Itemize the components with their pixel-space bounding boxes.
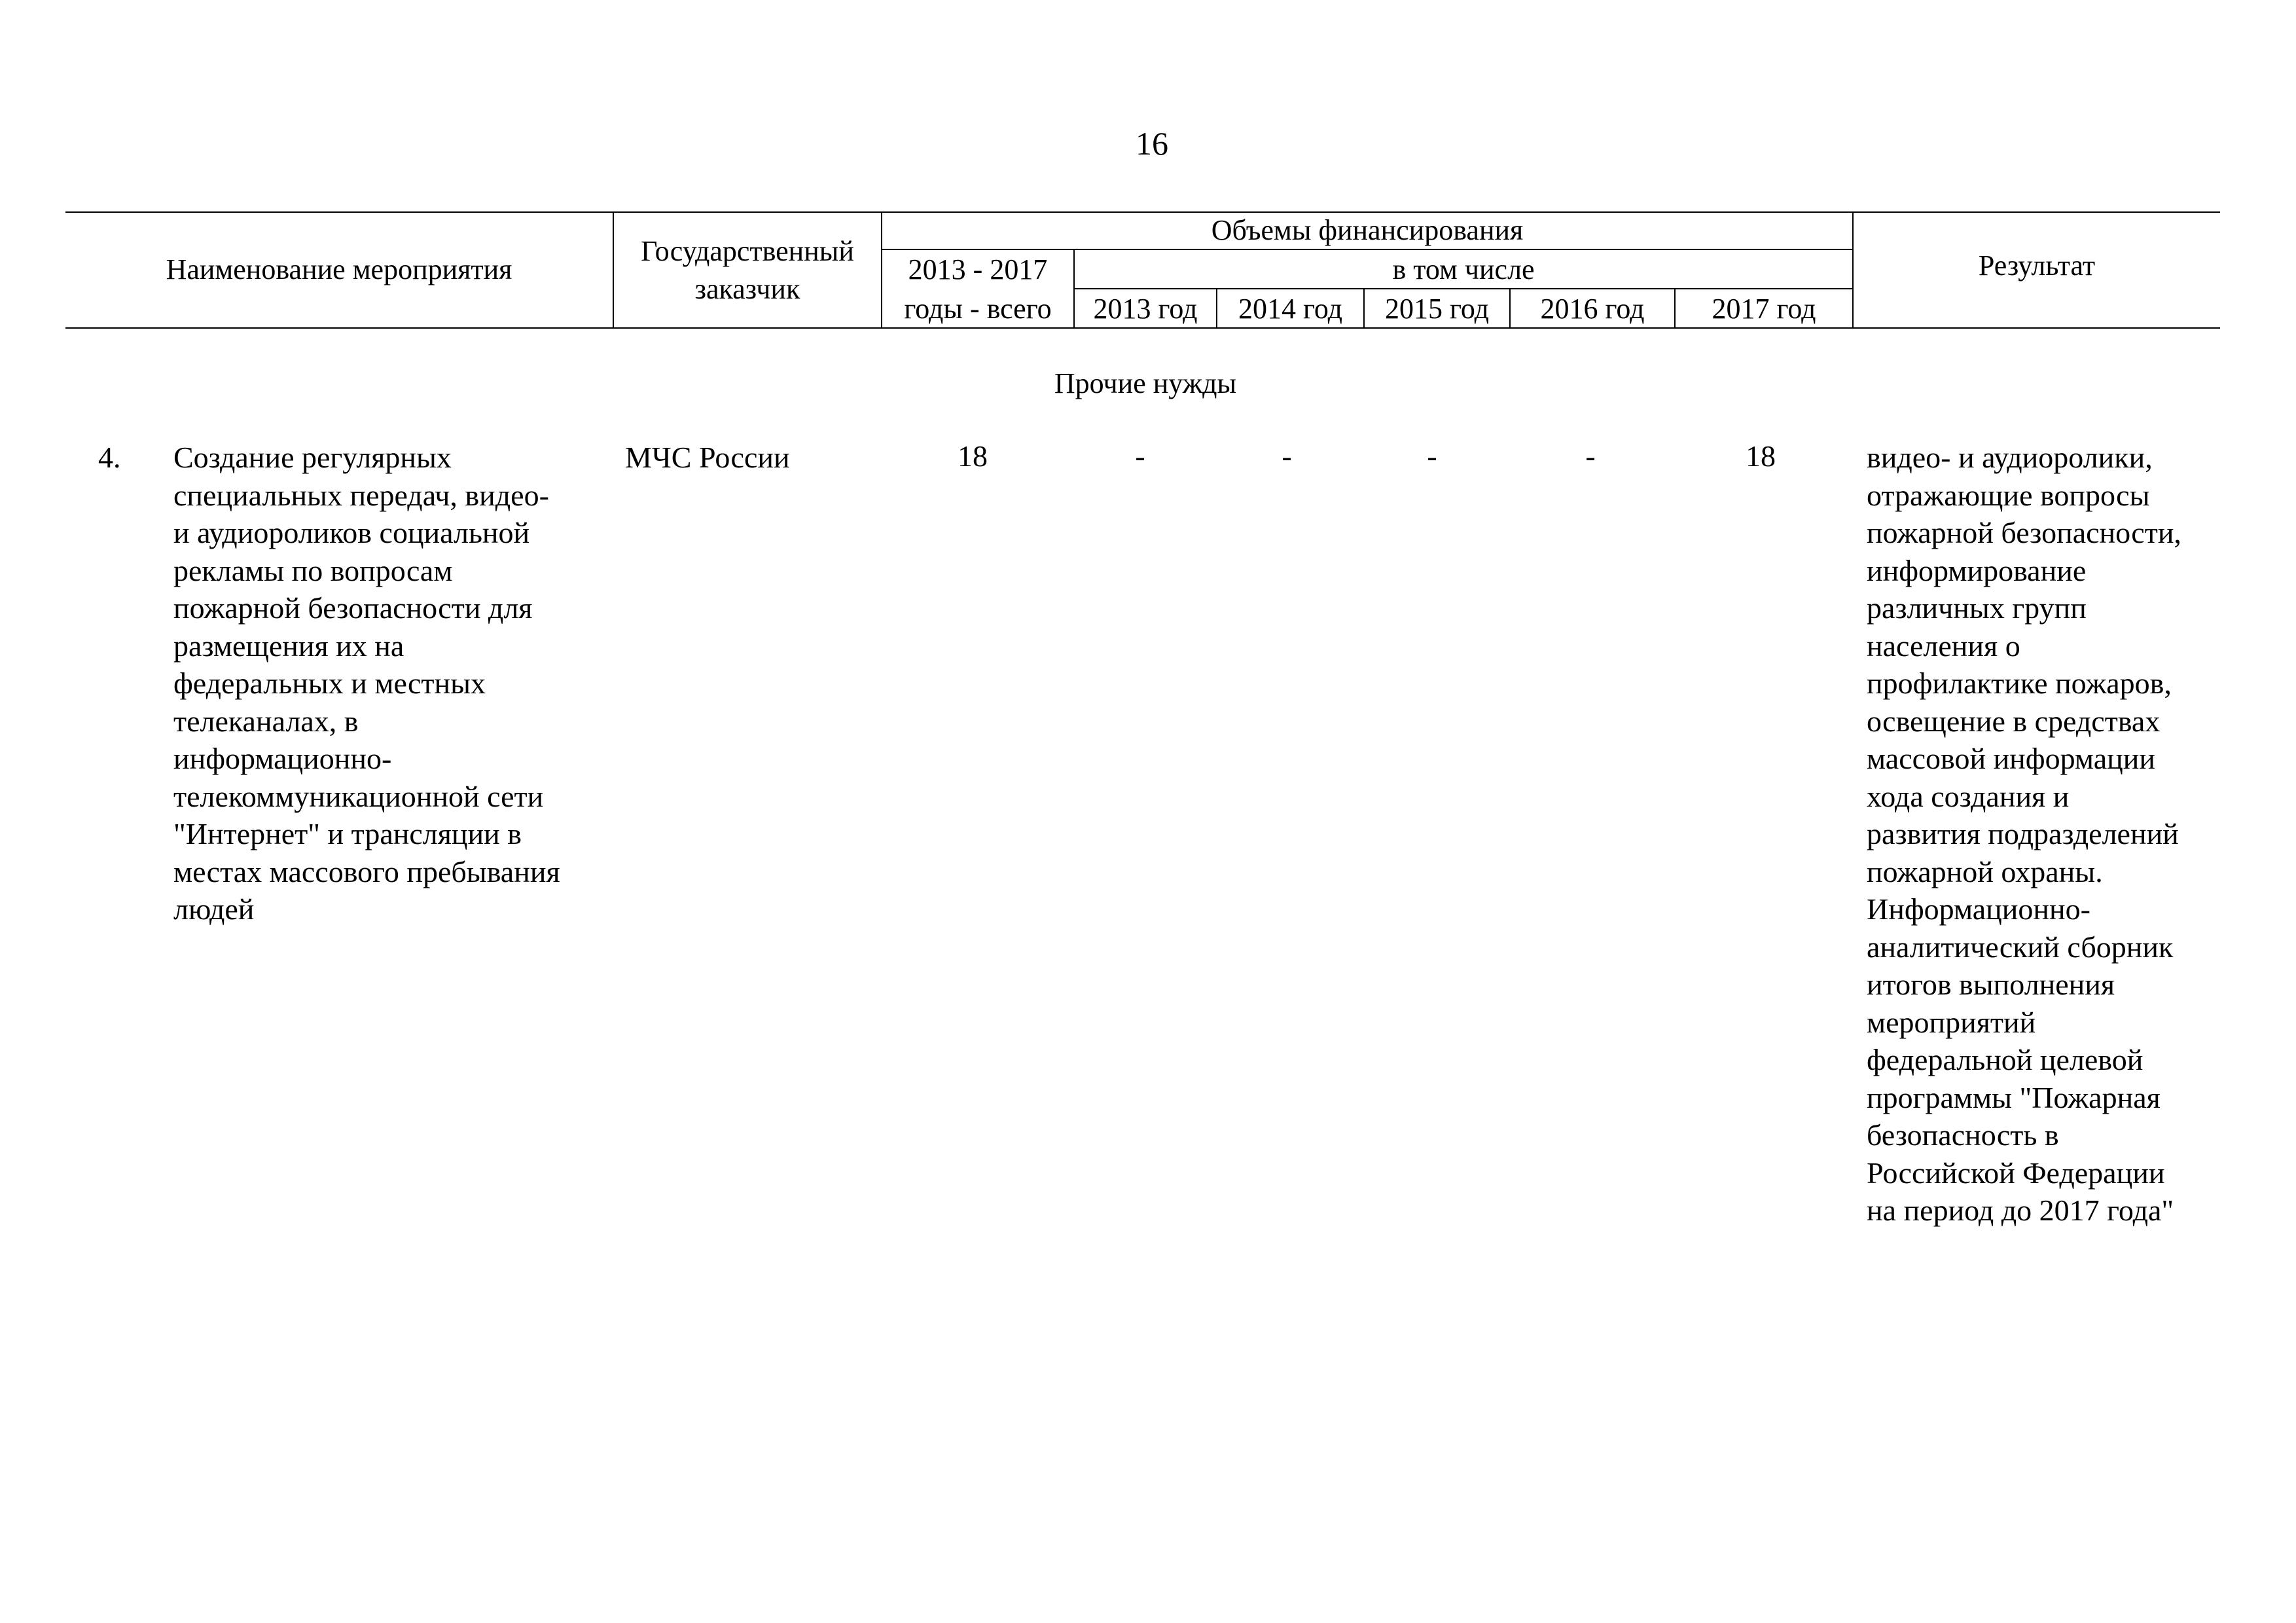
row-result-line: пожарной охраны. (1867, 854, 2103, 888)
header-year-2015: 2015 год (1384, 293, 1490, 325)
header-funding: Объемы финансирования (1211, 214, 1524, 246)
header-bottom-rule (65, 327, 2220, 329)
header-including: в том числе (1392, 253, 1535, 285)
row-result-line: мероприятий (1867, 1005, 2036, 1039)
row-result-line: Информационно- (1867, 892, 2090, 926)
row-result-line: аналитический сборник (1867, 930, 2174, 964)
row-2015: - (1427, 439, 1437, 473)
row-name-line: "Интернет" и трансляции в (173, 817, 522, 850)
header-total-2: годы - всего (904, 293, 1052, 325)
header-customer-2: заказчик (694, 273, 800, 305)
row-result-line: Российской Федерации (1867, 1156, 2165, 1190)
header-top-rule (65, 211, 2220, 213)
row-2017: 18 (1746, 439, 1776, 473)
row-customer: МЧС России (625, 441, 790, 474)
row-total: 18 (958, 439, 988, 473)
row-result-line: безопасность в (1867, 1118, 2059, 1152)
row-name-line: размещения их на (173, 629, 404, 663)
row-result-line: массовой информации (1867, 742, 2155, 775)
row-name-line: федеральных и местных (173, 666, 486, 700)
row-name-line: пожарной безопасности для (173, 591, 533, 625)
section-title: Прочие нужды (1054, 367, 1237, 399)
row-result-line: на период до 2017 года" (1867, 1194, 2174, 1227)
row-result-line: видео- и аудиоролики, (1867, 441, 2153, 474)
row-number: 4. (98, 441, 121, 474)
years-divider (1073, 288, 1852, 289)
row-result-line: итогов выполнения (1867, 968, 2115, 1001)
row-2013: - (1135, 439, 1145, 473)
row-name-line: и аудиороликов социальной (173, 516, 530, 549)
row-name-line: телеканалах, в (173, 704, 359, 738)
row-result-line: освещение в средствах (1867, 704, 2161, 738)
row-result-line: программы "Пожарная (1867, 1080, 2161, 1114)
row-2014: - (1282, 439, 1292, 473)
row-result-line: населения о (1867, 629, 2020, 663)
row-2016: - (1585, 439, 1596, 473)
row-result-line: отражающие вопросы (1867, 478, 2150, 512)
row-result-line: различных групп (1867, 591, 2087, 625)
row-name-line: телекоммуникационной сети (173, 779, 544, 813)
row-name-line: информационно- (173, 742, 392, 775)
header-year-2013: 2013 год (1093, 293, 1198, 325)
row-name (173, 439, 605, 928)
header-year-2017: 2017 год (1712, 293, 1816, 325)
row-name-line: рекламы по вопросам (173, 553, 453, 587)
row-name-line: специальных передач, видео- (173, 478, 549, 512)
row-result-line: пожарной безопасности, (1867, 516, 2181, 549)
row-result (1867, 439, 2220, 1230)
row-result-line: информирование (1867, 553, 2087, 587)
page-number: 16 (1136, 125, 1168, 162)
row-name-line: людей (173, 892, 255, 926)
header-result: Результат (1978, 249, 2096, 282)
header-total-1: 2013 - 2017 (908, 253, 1048, 285)
header-year-2014: 2014 год (1238, 293, 1343, 325)
funding-divider (881, 249, 1852, 250)
header-name: Наименование мероприятия (166, 253, 512, 285)
row-name-line: Создание регулярных (173, 441, 452, 474)
row-result-line: профилактике пожаров, (1867, 666, 2172, 700)
header-year-2016: 2016 год (1540, 293, 1645, 325)
header-customer-1: Государственный (641, 235, 854, 267)
row-result-line: хода создания и (1867, 779, 2070, 813)
row-result-line: развития подразделений (1867, 817, 2179, 850)
col-divider-1 (613, 211, 614, 329)
row-name-line: местах массового пребывания (173, 854, 560, 888)
row-result-line: федеральной целевой (1867, 1043, 2144, 1076)
